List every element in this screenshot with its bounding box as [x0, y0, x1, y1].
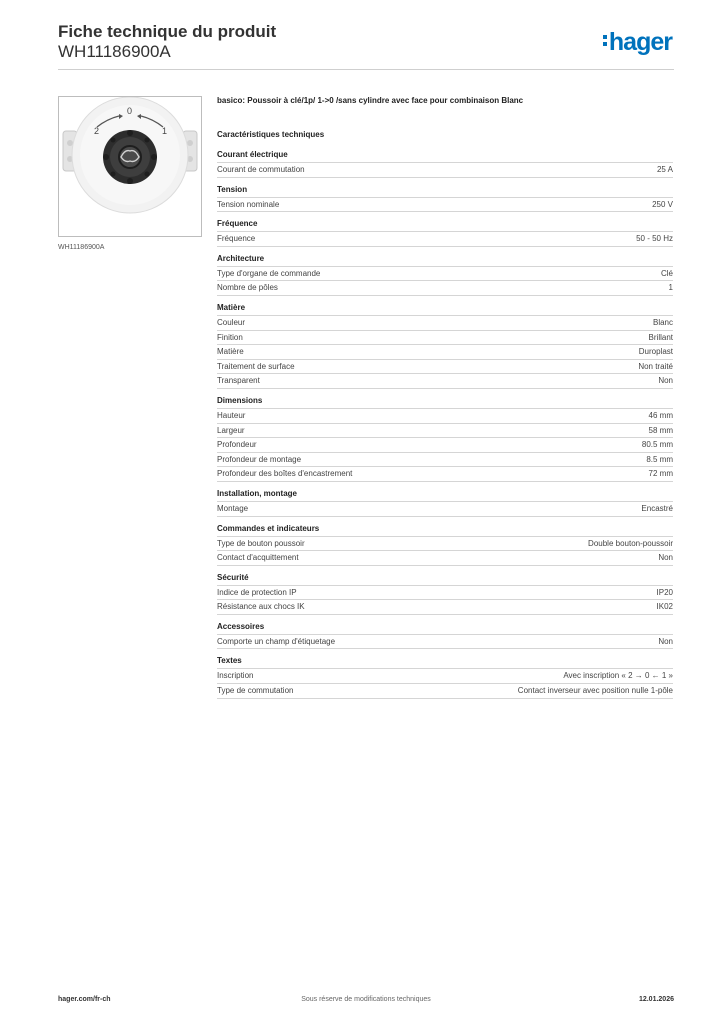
- spec-label: Profondeur des boîtes d'encastrement: [217, 469, 353, 479]
- image-caption: WH11186900A: [58, 244, 105, 251]
- spec-content: [217, 96, 673, 705]
- section-title: Courant électrique: [217, 149, 673, 163]
- spec-value: Blanc: [652, 317, 673, 327]
- footer-website: hager.com/fr-ch: [58, 996, 111, 1003]
- spec-row: [217, 669, 673, 684]
- product-description: basico: Poussoir à clé/1p/ 1->0 /sans cylindre avec face pour combinaison Blanc: [217, 96, 524, 105]
- key-switch-image: [59, 97, 202, 237]
- dial-digit-0: 0: [127, 106, 133, 116]
- spec-label: Transparent: [217, 376, 260, 386]
- section-title: Accessoires: [217, 621, 673, 635]
- spec-value: Non: [658, 376, 673, 386]
- spec-label: Contact d'acquittement: [217, 553, 299, 563]
- spec-value: 8.5 mm: [646, 454, 673, 464]
- spec-label: Type de commutation: [217, 686, 294, 696]
- spec-value: 80.5 mm: [641, 440, 673, 450]
- spec-label: Indice de protection IP: [217, 587, 297, 597]
- spec-section: [217, 523, 673, 566]
- spec-row: [217, 163, 673, 178]
- spec-row: [217, 198, 673, 213]
- spec-row: [217, 467, 673, 482]
- spec-label: Largeur: [217, 425, 245, 435]
- spec-value: Duroplast: [638, 347, 673, 357]
- dial-digit-1: 1: [162, 126, 168, 136]
- page-title: Fiche technique du produit: [58, 22, 277, 41]
- spec-section: [217, 572, 673, 615]
- spec-value: Brillant: [648, 332, 673, 342]
- section-title: Textes: [217, 655, 673, 669]
- spec-row: [217, 502, 673, 517]
- characteristics-heading: Caractéristiques techniques: [217, 130, 325, 139]
- spec-row: [217, 424, 673, 439]
- spec-row: [217, 438, 673, 453]
- spec-section: [217, 621, 673, 650]
- spec-label: Type d'organe de commande: [217, 268, 321, 278]
- spec-row: [217, 374, 673, 389]
- hager-logo: [603, 28, 672, 57]
- spec-label: Fréquence: [217, 234, 256, 244]
- logo-dots-icon: [603, 32, 607, 49]
- spec-section: [217, 655, 673, 698]
- footer-notice: Sous réserve de modifications techniques: [301, 996, 431, 1003]
- spec-value: 50 - 50 Hz: [636, 234, 673, 244]
- spec-sections: [217, 149, 673, 699]
- spec-section: [217, 149, 673, 178]
- spec-value: 58 mm: [648, 425, 673, 435]
- spec-value: Non: [658, 636, 673, 646]
- footer-date: 12.01.2026: [638, 996, 674, 1003]
- spec-row: [217, 586, 673, 601]
- spec-row: [217, 316, 673, 331]
- spec-value: Double bouton-poussoir: [588, 538, 673, 548]
- spec-label: Profondeur: [217, 440, 257, 450]
- page-header: [58, 22, 674, 70]
- spec-value: 72 mm: [648, 469, 673, 479]
- product-image: [58, 96, 202, 237]
- spec-label: Résistance aux chocs IK: [217, 602, 305, 612]
- spec-label: Comporte un champ d'étiquetage: [217, 636, 336, 646]
- spec-row: [217, 232, 673, 247]
- section-title: Commandes et indicateurs: [217, 523, 673, 537]
- spec-row: [217, 537, 673, 552]
- spec-label: Montage: [217, 503, 249, 513]
- spec-value: 1: [668, 283, 673, 293]
- spec-value: Contact inverseur avec position nulle 1-pôle: [517, 686, 673, 696]
- spec-value: Encastré: [641, 503, 673, 513]
- spec-label: Profondeur de montage: [217, 454, 302, 464]
- spec-row: [217, 409, 673, 424]
- spec-value: 25 A: [656, 165, 673, 174]
- spec-row: [217, 635, 673, 650]
- spec-section: [217, 253, 673, 296]
- section-title: Dimensions: [217, 395, 673, 409]
- spec-label: Traitement de surface: [217, 361, 295, 371]
- spec-row: [217, 453, 673, 468]
- spec-section: [217, 218, 673, 247]
- spec-label: Matière: [217, 347, 244, 357]
- spec-section: [217, 488, 673, 517]
- spec-row: [217, 331, 673, 346]
- spec-label: Finition: [217, 332, 243, 342]
- spec-value: IK02: [656, 602, 673, 612]
- spec-value: IP20: [656, 587, 673, 597]
- spec-value: Non traité: [638, 361, 673, 371]
- spec-row: [217, 345, 673, 360]
- spec-section: [217, 184, 673, 213]
- section-title: Tension: [217, 184, 673, 198]
- spec-row: [217, 600, 673, 615]
- section-title: Fréquence: [217, 218, 673, 232]
- spec-label: Couleur: [217, 317, 246, 327]
- product-reference: WH11186900A: [58, 42, 171, 61]
- spec-row: [217, 267, 673, 282]
- section-title: Installation, montage: [217, 488, 673, 502]
- dial-digit-2: 2: [94, 126, 100, 136]
- section-title: Sécurité: [217, 572, 673, 586]
- spec-row: [217, 360, 673, 375]
- spec-value: Non: [658, 553, 673, 563]
- logo-text: hager: [608, 28, 672, 56]
- spec-section: [217, 395, 673, 482]
- spec-row: [217, 281, 673, 296]
- section-title: Architecture: [217, 253, 673, 267]
- spec-value: Clé: [660, 268, 673, 278]
- spec-row: [217, 551, 673, 566]
- spec-value: Avec inscription « 2 → 0 ← 1 »: [563, 671, 673, 681]
- spec-label: Hauteur: [217, 410, 246, 420]
- page-footer: [58, 996, 674, 1012]
- spec-value: 46 mm: [648, 410, 673, 420]
- spec-label: Tension nominale: [217, 199, 280, 209]
- spec-label: Type de bouton poussoir: [217, 538, 305, 548]
- spec-row: [217, 684, 673, 699]
- section-title: Matière: [217, 302, 673, 316]
- spec-value: 250 V: [652, 199, 673, 209]
- spec-section: [217, 302, 673, 389]
- spec-label: Courant de commutation: [217, 165, 305, 174]
- spec-label: Nombre de pôles: [217, 283, 278, 293]
- spec-label: Inscription: [217, 671, 254, 681]
